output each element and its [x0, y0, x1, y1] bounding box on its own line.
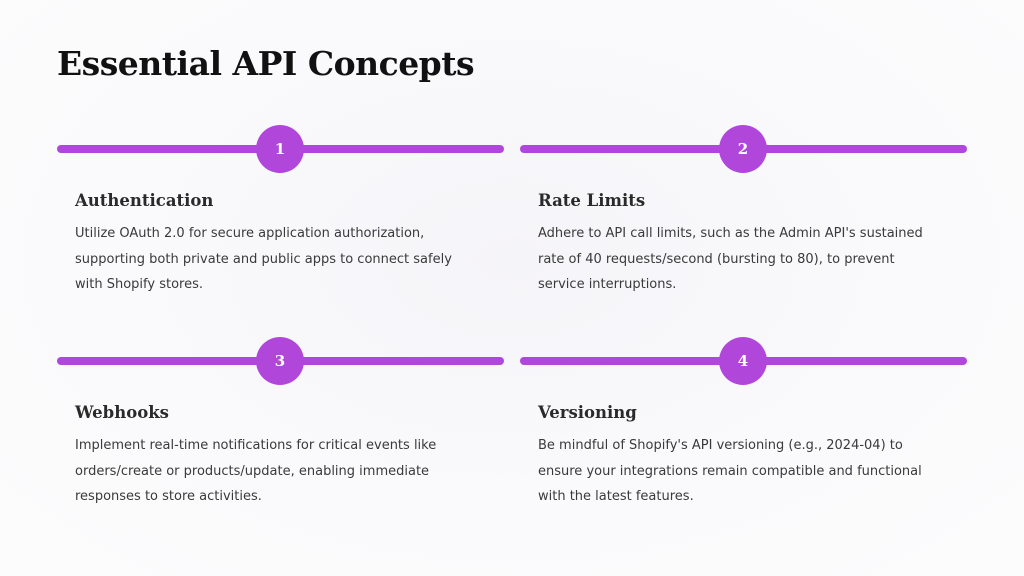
concept-card-rate-limits: [520, 125, 967, 298]
card-header: [520, 125, 967, 173]
number-badge: 4: [719, 337, 767, 385]
number-badge: 3: [256, 337, 304, 385]
card-title: Webhooks: [75, 403, 169, 422]
card-description: Adhere to API call limits, such as the Admin API's sustained rate of 40 requests/second (bursting to 80), to prevent service interruptions.: [538, 226, 923, 292]
concept-card-versioning: [520, 337, 967, 510]
concept-card-authentication: [57, 125, 504, 298]
card-title: Rate Limits: [538, 191, 646, 210]
page-title: Essential API Concepts: [57, 44, 475, 83]
card-description: Be mindful of Shopify's API versioning (e.g., 2024-04) to ensure your integrations remain compatible and functional with the latest features.: [538, 438, 922, 504]
card-header: [520, 337, 967, 385]
number-badge: 2: [719, 125, 767, 173]
card-description: Implement real-time notifications for critical events like orders/create or products/update, enabling immediate responses to store activities.: [75, 438, 437, 504]
concept-card-webhooks: [57, 337, 504, 510]
card-description: Utilize OAuth 2.0 for secure application authorization, supporting both private and public apps to connect safely with Shopify stores.: [75, 226, 452, 292]
number-badge: 1: [256, 125, 304, 173]
card-header: [57, 125, 504, 173]
card-title: Authentication: [75, 191, 214, 210]
card-header: [57, 337, 504, 385]
card-title: Versioning: [538, 403, 637, 422]
